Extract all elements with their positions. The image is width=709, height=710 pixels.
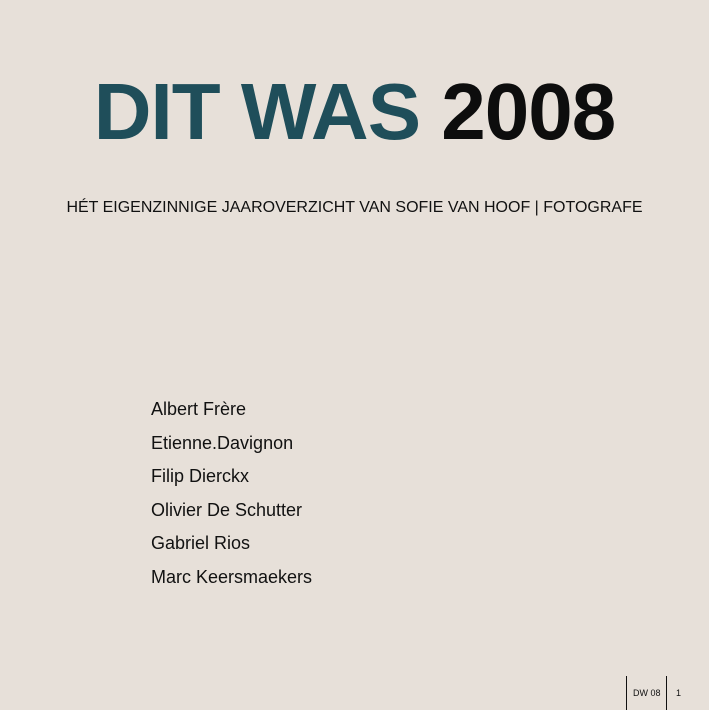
list-item: Gabriel Rios [151, 533, 251, 554]
page-footer [626, 676, 686, 710]
list-item: Albert Frère [151, 399, 247, 419]
list-item: Olivier De Schutter [151, 499, 303, 520]
page-subtitle: HÉT EIGENZINNIGE JAAROVERZICHT VAN SOFIE VAN HOOF | FOTOGRAFE [66, 199, 643, 216]
footer-divider-right [666, 676, 667, 710]
page-number: 1 [676, 688, 682, 698]
list-item: Marc Keersmaekers [151, 566, 313, 587]
list-item: Filip Dierckx [151, 466, 250, 487]
footer-code: DW 08 [633, 688, 661, 698]
names-list [151, 393, 312, 595]
page-title [0, 66, 709, 158]
list-item: Etienne.Davignon [151, 432, 294, 453]
title-year: 2008 [441, 67, 616, 156]
title-dit-was: DIT WAS [93, 67, 421, 156]
footer-divider-left [626, 676, 627, 710]
